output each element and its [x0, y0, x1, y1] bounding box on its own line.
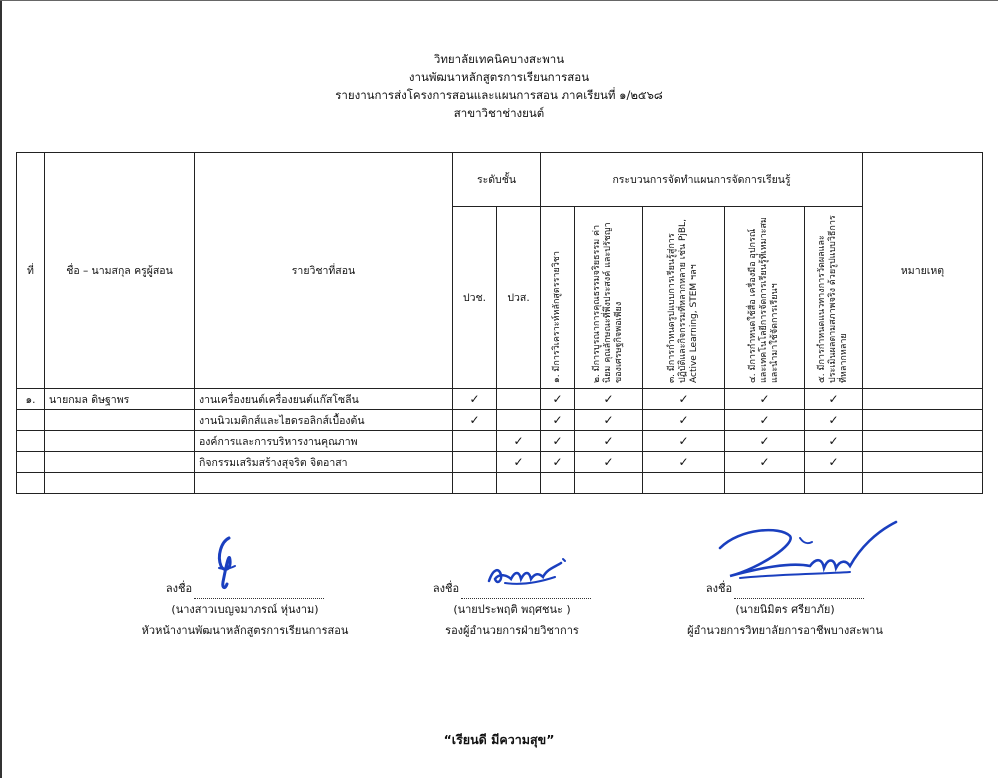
header-subject: รายวิชาที่สอน [195, 153, 453, 389]
header-level-pvc: ปวช. [453, 207, 497, 389]
table-row [17, 452, 983, 473]
signature-label: ลงชื่อ [165, 582, 193, 595]
remark-cell [863, 473, 983, 494]
signer-name: (นางสาวเบญจมาภรณ์ หุ่นงาม) [171, 603, 319, 616]
process-check-cell: ✓ [725, 410, 805, 431]
report-title: รายงานการส่งโครงการสอนและแผนการสอน ภาคเรียนที่ ๑/๒๕๖๘ [335, 88, 663, 102]
table-row [17, 473, 983, 494]
header-process-2 [575, 207, 643, 389]
teacher-name [45, 452, 195, 473]
process-check-cell: ✓ [725, 452, 805, 473]
signature-label: ลงชื่อ [705, 582, 733, 595]
process-check-cell: ✓ [805, 452, 863, 473]
teacher-name [45, 410, 195, 431]
row-number [17, 431, 45, 452]
header-process-4 [725, 207, 805, 389]
signer-position: ผู้อำนวยการวิทยาลัยการอาชีพบางสะพาน [687, 624, 883, 637]
signer-position: หัวหน้างานพัฒนาหลักสูตรการเรียนการสอน [141, 624, 349, 637]
level-check-cell [453, 431, 497, 452]
level-check-cell [453, 473, 497, 494]
process-check-cell: ✓ [643, 389, 725, 410]
header-process-1 [541, 207, 575, 389]
process-check-cell: ✓ [725, 431, 805, 452]
signer-position: รองผู้อำนวยการฝ่ายวิชาการ [445, 624, 579, 637]
signature-label: ลงชื่อ [432, 582, 460, 595]
level-check-cell [497, 389, 541, 410]
signer-name: (นายนิมิตร ศรียาภัย) [735, 603, 835, 616]
row-number [17, 452, 45, 473]
level-check-cell [453, 452, 497, 473]
subject-name: งานเครื่องยนต์เครื่องยนต์แก๊สโซลีน [195, 389, 453, 410]
table-row [17, 431, 983, 452]
level-check-cell: ✓ [497, 431, 541, 452]
teacher-name [45, 431, 195, 452]
header-process-5 [805, 207, 863, 389]
process-check-cell [805, 473, 863, 494]
header-level: ระดับชั้น [453, 153, 541, 207]
program-name: สาขาวิชาช่างยนต์ [453, 106, 545, 120]
process-check-cell: ✓ [805, 431, 863, 452]
level-check-cell: ✓ [497, 452, 541, 473]
level-check-cell [497, 473, 541, 494]
motto: “เรียนดี มีความสุข” [443, 732, 555, 747]
header-no: ที่ [17, 153, 45, 389]
remark-cell [863, 431, 983, 452]
process-check-cell: ✓ [805, 410, 863, 431]
process-check-cell: ✓ [643, 452, 725, 473]
document-header [0, 50, 998, 122]
header-teacher-name: ชื่อ – นามสกุล ครูผู้สอน [45, 153, 195, 389]
page-border-top [0, 0, 998, 1]
handwritten-signature-1 [205, 532, 245, 594]
level-check-cell: ✓ [453, 389, 497, 410]
process-check-cell: ✓ [541, 389, 575, 410]
row-number: ๑. [17, 389, 45, 410]
table-row [17, 389, 983, 410]
remark-cell [863, 452, 983, 473]
college-name: วิทยาลัยเทคนิคบางสะพาน [433, 52, 565, 66]
process-check-cell: ✓ [541, 452, 575, 473]
process-check-cell [541, 473, 575, 494]
process-check-cell [725, 473, 805, 494]
process-check-cell: ✓ [643, 410, 725, 431]
process-check-cell [575, 473, 643, 494]
row-number [17, 410, 45, 431]
subject-name: องค์การและการบริหารงานคุณภาพ [195, 431, 453, 452]
process-check-cell: ✓ [725, 389, 805, 410]
handwritten-signature-3 [700, 518, 900, 588]
subject-name [195, 473, 453, 494]
handwritten-signature-2 [485, 555, 575, 591]
process-item-label: ๒. มีการบูรณาการคุณธรรมจริยธรรม ค่านิยม คุณลักษณะที่พึงประสงค์ และปรัชญาของเศรษฐกิจพอเพียง [592, 221, 624, 383]
process-item-label: ๓. มีการกำหนดรูปแบบการเรียนรู้สู่การปฏิบัติและกิจกรรมที่หลากหลาย เช่น PjBL, Active Learning, STEM ฯลฯ [667, 218, 699, 383]
level-check-cell: ✓ [453, 410, 497, 431]
row-number [17, 473, 45, 494]
process-check-cell: ✓ [575, 389, 643, 410]
table-row [17, 410, 983, 431]
remark-cell [863, 410, 983, 431]
subject-name: กิจกรรมเสริมสร้างสุจริต จิตอาสา [195, 452, 453, 473]
header-process: กระบวนการจัดทำแผนการจัดการเรียนรู้ [541, 153, 863, 207]
header-remark: หมายเหตุ [863, 153, 983, 389]
process-check-cell: ✓ [541, 431, 575, 452]
process-check-cell: ✓ [575, 452, 643, 473]
process-item-label: ๕. มีการกำหนดแนวทางการวัดผลและประเมินผลตามสภาพจริง ด้วยรูปแบบวิธีการ ที่หลากหลาย [817, 214, 849, 383]
teacher-name: นายกมล ดิษฐาพร [45, 389, 195, 410]
process-check-cell: ✓ [541, 410, 575, 431]
subject-name: งานนิวเมติกส์และไฮดรอลิกส์เบื้องต้น [195, 410, 453, 431]
header-process-3 [643, 207, 725, 389]
signer-name: (นายประพฤติ พฤศชนะ ) [453, 603, 571, 616]
signature-block-1 [100, 578, 390, 641]
department-name: งานพัฒนาหลักสูตรการเรียนการสอน [408, 70, 590, 84]
remark-cell [863, 389, 983, 410]
process-item-label: ๔. มีการกำหนดใช้สื่อ เครื่องมือ อุปกรณ์ และเทคโนโลยีการจัดการเรียนรู้ที่เหมาะสม และนำมาใช้จัดการเรียนฯ [748, 216, 780, 383]
level-check-cell [497, 410, 541, 431]
process-check-cell: ✓ [575, 410, 643, 431]
report-table [16, 152, 983, 494]
process-check-cell [643, 473, 725, 494]
process-check-cell: ✓ [643, 431, 725, 452]
process-check-cell: ✓ [805, 389, 863, 410]
process-item-label: ๑. มีการวิเคราะห์หลักสูตรรายวิชา [552, 250, 562, 383]
process-check-cell: ✓ [575, 431, 643, 452]
teacher-name [45, 473, 195, 494]
header-level-pvs: ปวส. [497, 207, 541, 389]
